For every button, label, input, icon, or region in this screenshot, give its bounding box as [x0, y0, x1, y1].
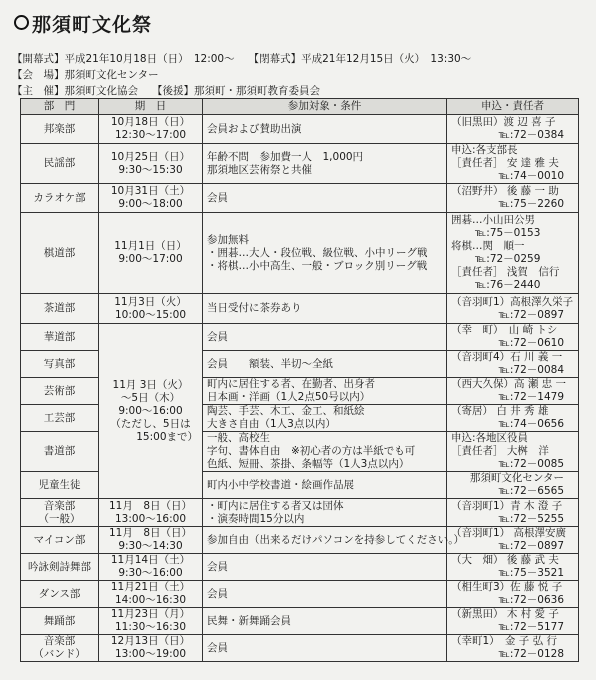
- venue-value: 那須町文化センター: [64, 69, 159, 81]
- conditions-text: 町内に居住する者、在勤者、出身者: [207, 378, 375, 390]
- contact-text: ℡:72－1479: [498, 391, 564, 403]
- conditions-cell: [203, 472, 447, 499]
- date-text: 15:00まで）: [136, 430, 198, 443]
- table-row: [21, 499, 579, 527]
- contact-text: ℡:75－0153: [475, 227, 541, 239]
- date-cell: [99, 527, 203, 554]
- conditions-cell: [203, 294, 447, 324]
- conditions-text: 会員: [207, 587, 228, 600]
- table-row: [21, 554, 579, 581]
- contact-cell: [447, 432, 579, 472]
- dept-text: （一般）: [38, 512, 81, 525]
- support-label: 【後援】: [152, 85, 194, 97]
- opening-label: 【開幕式】: [12, 53, 65, 65]
- date-cell: [99, 294, 203, 324]
- date-text: 11月 3日（火）: [112, 378, 189, 391]
- dept-text: 音楽部: [43, 635, 76, 647]
- date-cell: [99, 499, 203, 527]
- date-text: 14:00～16:30: [114, 594, 187, 606]
- table-row: [21, 324, 579, 351]
- table-row: [21, 144, 579, 184]
- date-text: 13:00～19:00: [114, 648, 187, 660]
- date-text: 10:00～15:00: [114, 308, 187, 321]
- date-cell: [99, 608, 203, 635]
- conditions-text: ・町内に居住する者又は団体: [207, 499, 344, 512]
- date-text: ～5日（木）: [120, 391, 181, 404]
- dept-text: 吟詠剣詩舞部: [28, 560, 91, 573]
- conditions-text: 字句、書体自由 ※初心者の方は半紙でも可: [207, 445, 416, 457]
- circle-bullet-icon: [14, 15, 29, 30]
- conditions-cell: [203, 432, 447, 472]
- dept-cell: [21, 499, 99, 527]
- conditions-text: ・将棋…小中高生、一般・ブロック別リーグ戦: [207, 259, 428, 272]
- contact-cell: [447, 635, 579, 662]
- dept-text: ダンス部: [38, 587, 81, 600]
- header-conditions: 参加対象・条件: [203, 99, 447, 115]
- contact-cell: [447, 115, 579, 144]
- contact-text: ℡:72－0084: [498, 364, 564, 376]
- date-text: 11:30～16:30: [114, 621, 187, 633]
- contact-text: ℡:72－5177: [498, 621, 564, 633]
- contact-cell: [447, 527, 579, 554]
- conditions-text: 会員: [207, 191, 228, 204]
- contact-text: （西大久保）高 瀬 忠 一: [451, 378, 567, 390]
- table-header-row: [21, 99, 579, 115]
- conditions-text: 会員: [207, 560, 228, 573]
- date-cell: [99, 213, 203, 294]
- table-row: [21, 184, 579, 213]
- conditions-cell: [203, 144, 447, 184]
- contact-text: （音羽町4）石 川 義 一: [451, 351, 563, 363]
- event-info: [12, 51, 588, 99]
- date-text: 11月23日（月）: [110, 608, 191, 620]
- date-text: 10月31日（土）: [110, 185, 191, 197]
- date-cell: [99, 184, 203, 213]
- contact-text: ℡:72－0085: [498, 458, 564, 470]
- contact-cell: [447, 405, 579, 432]
- shared-date-cell: [99, 324, 203, 499]
- date-cell: [99, 115, 203, 144]
- contact-text: ℡:75－2260: [498, 198, 564, 210]
- info-row-ceremonies: [12, 51, 588, 67]
- contact-text: （沼野井） 後 藤 一 助: [451, 185, 559, 197]
- dept-text: 工芸部: [43, 411, 76, 424]
- date-text: 9:00～16:00: [118, 404, 183, 417]
- dept-text: （バンド）: [33, 648, 86, 660]
- contact-text: ℡:72－0897: [498, 308, 564, 321]
- conditions-text: 一般、高校生: [207, 432, 270, 444]
- conditions-cell: [203, 554, 447, 581]
- opening-value: 平成21年10月18日（日） 12:00～: [64, 53, 235, 65]
- dept-cell: [21, 554, 99, 581]
- dept-text: カラオケ部: [33, 191, 86, 204]
- contact-text: ℡:72－0384: [498, 129, 564, 141]
- contact-text: 那須町文化センター: [469, 472, 564, 484]
- dept-cell: [21, 324, 99, 351]
- date-text: 9:30～14:30: [118, 540, 183, 552]
- date-cell: [99, 144, 203, 184]
- contact-text: 申込:各地区役員: [451, 432, 529, 444]
- date-cell: [99, 635, 203, 662]
- conditions-cell: [203, 581, 447, 608]
- conditions-cell: [203, 184, 447, 213]
- dept-cell: [21, 351, 99, 378]
- conditions-text: 会員: [207, 641, 228, 654]
- dept-cell: [21, 294, 99, 324]
- table-row: [21, 581, 579, 608]
- organizer-label: 【主 催】: [12, 85, 65, 97]
- conditions-cell: [203, 351, 447, 378]
- contact-cell: [447, 184, 579, 213]
- contact-text: （音羽町1）青 木 澄 子: [451, 499, 563, 512]
- contact-text: ℡:74－0010: [498, 170, 564, 182]
- date-text: 9:30～16:00: [118, 567, 183, 579]
- contact-cell: [447, 581, 579, 608]
- date-text: 9:00～17:00: [118, 253, 183, 265]
- conditions-text: 参加自由（出来るだけパソコンを持参してください。）: [207, 533, 465, 546]
- date-cell: [99, 554, 203, 581]
- contact-text: （音羽町1）高根澤久栄子: [451, 295, 574, 308]
- table-row: [21, 635, 579, 662]
- support-value: 那須町・那須町教育委員会: [194, 85, 320, 97]
- table-row: [21, 115, 579, 144]
- contact-text: ［責任者］ 浅賀 信行: [451, 266, 560, 278]
- dept-cell: [21, 432, 99, 472]
- contact-text: ℡:72－0610: [498, 337, 564, 349]
- contact-text: ℡:72－0636: [498, 594, 564, 606]
- contact-text: 囲碁…小山田公男: [451, 214, 535, 226]
- contact-cell: [447, 608, 579, 635]
- dept-cell: [21, 115, 99, 144]
- table-body: [21, 115, 579, 662]
- conditions-text: ・演奏時間15分以内: [207, 512, 305, 525]
- contact-text: （相生町3）佐 藤 悦 子: [451, 581, 563, 593]
- contact-text: （旧黒田）渡 辺 喜 子: [451, 116, 556, 128]
- dept-text: 児童生徒: [38, 478, 81, 491]
- contact-text: （寄居） 白 井 秀 雄: [451, 405, 549, 417]
- date-text: 13:00～16:00: [114, 512, 187, 525]
- contact-cell: [447, 351, 579, 378]
- date-text: 11月14日（土）: [110, 554, 191, 566]
- dept-cell: [21, 581, 99, 608]
- contact-cell: [447, 472, 579, 499]
- contact-text: （音羽町1） 高根澤安廣: [451, 527, 567, 539]
- conditions-cell: [203, 635, 447, 662]
- header-contact: 申込・責任者: [447, 99, 579, 115]
- contact-text: ℡:75－3521: [498, 567, 564, 579]
- venue-label: 【会 場】: [12, 69, 65, 81]
- conditions-cell: [203, 527, 465, 554]
- conditions-text: 民舞・新舞踊会員: [207, 614, 291, 627]
- dept-text: 舞踊部: [43, 614, 76, 627]
- dept-cell: [21, 472, 99, 499]
- document-title: 那須町文化祭: [14, 10, 152, 37]
- conditions-text: 年齢不問 参加費一人 1,000円: [207, 150, 364, 163]
- contact-text: （新黒田） 木 村 愛 子: [451, 608, 559, 620]
- conditions-text: 会員: [207, 330, 228, 343]
- date-text: 12:30～17:00: [114, 129, 187, 141]
- conditions-cell: [203, 499, 447, 527]
- conditions-cell: [203, 213, 447, 294]
- date-text: （ただし、5日は: [110, 417, 191, 430]
- organizer-value: 那須町文化協会: [64, 85, 138, 97]
- dept-cell: [21, 405, 99, 432]
- contact-cell: [447, 144, 579, 184]
- table-row: [21, 608, 579, 635]
- date-text: 11月 8日（日）: [108, 499, 193, 512]
- dept-text: 写真部: [43, 357, 76, 370]
- contact-cell: [447, 294, 579, 324]
- dept-cell: [21, 184, 99, 213]
- header-date: 期 日: [99, 99, 203, 115]
- conditions-cell: [203, 324, 447, 351]
- contact-text: ［責任者］ 大桝 洋: [451, 445, 549, 457]
- table-row: [21, 213, 579, 294]
- conditions-text: 参加無料: [207, 233, 249, 246]
- contact-text: 申込:各支部長: [451, 144, 518, 156]
- contact-text: ℡:72－0897: [498, 540, 564, 552]
- dept-cell: [21, 527, 99, 554]
- dept-cell: [21, 608, 99, 635]
- dept-cell: [21, 635, 99, 662]
- dept-text: マイコン部: [33, 533, 86, 546]
- table-row: [21, 527, 579, 554]
- dept-cell: [21, 144, 99, 184]
- contact-text: ℡:74－0656: [498, 418, 564, 430]
- contact-text: ℡:76－2440: [475, 279, 541, 291]
- conditions-cell: [203, 608, 447, 635]
- dept-text: 書道部: [43, 445, 76, 457]
- header-dept: 部 門: [21, 99, 99, 115]
- closing-label: 【閉幕式】: [248, 53, 302, 65]
- conditions-text: 日本画・洋画（1人2点50号以内）: [207, 391, 371, 403]
- date-cell: [99, 581, 203, 608]
- info-row-organizer: [12, 83, 588, 99]
- contact-cell: [447, 554, 579, 581]
- date-text: 9:00～18:00: [118, 198, 183, 210]
- dept-text: 民謡部: [43, 157, 76, 169]
- dept-text: 茶道部: [43, 302, 76, 314]
- dept-text: 邦楽部: [43, 122, 76, 135]
- dept-text: 芸術部: [43, 384, 76, 397]
- date-text: 11月21日（土）: [110, 581, 191, 593]
- conditions-text: 町内小中学校書道・絵画作品展: [207, 478, 354, 491]
- contact-text: （幸町1） 金 子 弘 行: [451, 635, 557, 647]
- contact-text: ［責任者］ 安 達 雅 夫: [451, 157, 559, 169]
- date-text: 11月 8日（日）: [108, 527, 193, 539]
- contact-text: ℡:72－0128: [498, 648, 564, 660]
- table-row: [21, 294, 579, 324]
- dept-text: 華道部: [43, 330, 76, 343]
- conditions-text: 色紙、短冊、茶掛、条幅等（1人3点以内）: [207, 458, 410, 470]
- contact-text: 将棋…関 順一: [451, 240, 525, 252]
- conditions-text: 当日受付に茶券あり: [207, 302, 302, 314]
- conditions-text: 那須地区芸術祭と共催: [207, 163, 312, 176]
- dept-cell: [21, 213, 99, 294]
- closing-value: 平成21年12月15日（火） 13:30～: [301, 53, 472, 65]
- conditions-text: 会員および賛助出演: [207, 122, 302, 135]
- contact-cell: [447, 213, 579, 294]
- dept-cell: [21, 378, 99, 405]
- conditions-cell: [203, 378, 447, 405]
- contact-text: （大 畑） 後 藤 武 夫: [451, 554, 559, 566]
- date-text: 9:30～15:30: [118, 163, 183, 176]
- date-text: 11月1日（日）: [114, 240, 187, 252]
- contact-cell: [447, 499, 579, 527]
- dept-text: 棋道部: [43, 246, 76, 259]
- contact-cell: [447, 324, 579, 351]
- conditions-text: ・囲碁…大人・段位戦、級位戦、小中リーグ戦: [207, 246, 428, 259]
- conditions-cell: [203, 115, 447, 144]
- contact-text: ℡:72－5255: [498, 512, 564, 525]
- contact-text: （幸 町） 山 崎 トシ: [451, 324, 558, 336]
- conditions-text: 会員 額装、半切～全紙: [207, 357, 333, 370]
- info-row-venue: [12, 67, 588, 83]
- date-text: 10月25日（日）: [110, 150, 191, 163]
- date-text: 10月18日（日）: [110, 116, 191, 128]
- conditions-text: 陶芸、手芸、木工、金工、和紙絵: [207, 405, 365, 417]
- conditions-cell: [203, 405, 447, 432]
- date-text: 11月3日（火）: [114, 295, 187, 308]
- contact-text: ℡:72－0259: [475, 253, 541, 265]
- contact-text: ℡:72－6565: [498, 485, 564, 497]
- schedule-table: [20, 98, 579, 662]
- dept-text: 音楽部: [43, 499, 76, 512]
- date-text: 12月13日（日）: [110, 635, 191, 647]
- contact-cell: [447, 378, 579, 405]
- conditions-text: 大きさ自由（1人3点以内）: [207, 418, 336, 430]
